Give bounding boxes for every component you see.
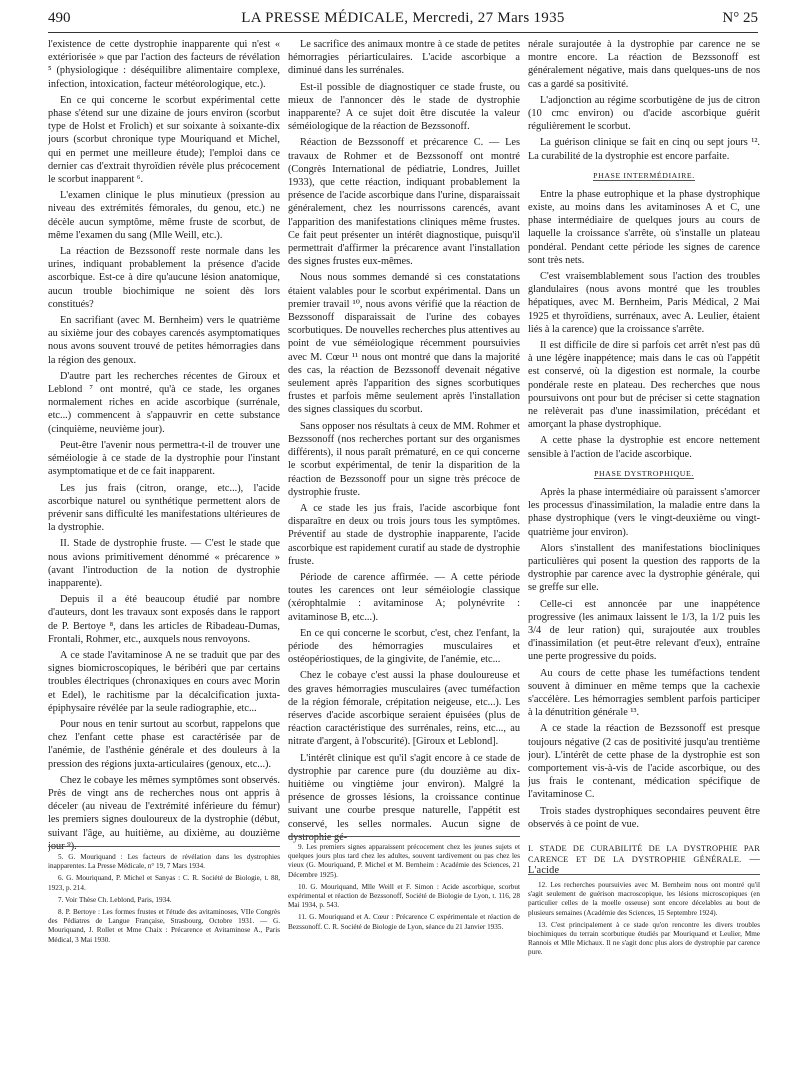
paragraph: A cette phase la dystrophie est encore nettement sensible à l'action de l'acide ascorbique. (528, 435, 760, 460)
footnote: 5. G. Mouriquand : Les facteurs de révélation dans les dystrophies inapparentes. La Presse Médicale, n° 19, 7 Mars 1934. (48, 853, 280, 871)
footnote: 11. G. Mouriquand et A. Cœur : Précarence C expérimentale et réaction de Bezssonoff. C. R. Société de Biologie de Lyon, séance du 21 Janvier 1935. (288, 913, 520, 931)
paragraph: Période de carence affirmée. — A cette période toutes les carences ont leur séméiologie classique (xérophtalmie : avitaminose A; polynévrite : avitaminose B, etc...). (288, 571, 520, 623)
footnotes-column-3 (528, 874, 760, 961)
header-rule (48, 32, 758, 33)
paragraph: Depuis il a été beaucoup étudié par nombre d'auteurs, dont les travaux sont exposés dans le rapport de P. Bertoye ⁸, dans les articles de Ribadeau-Dumas, Frontali, Rohmer, etc., auxquels nous renvoyons. (48, 594, 280, 645)
issue-number: N° 25 (722, 10, 758, 26)
paragraph: II. Stade de dystrophie fruste. — C'est le stade que nous avions primitivement dénommé « précarence » (avant l'introduction de la notion de dystrophie inapparente). (48, 538, 280, 589)
paragraph: A ce stade les jus frais, l'acide ascorbique font disparaître en deux ou trois jours tous les symptômes. Préventif au stade de dystrophie inapparente, l'acide ascorbique est rapidement curatif au stade de dystrophie fruste. (288, 502, 520, 567)
paragraph: Celle-ci est annoncée par une inappétence progressive (les animaux laissent le 1/3, la 1/2 puis les 3/4 de leur ration) qui, surajoutée aux troubles d'inassimilation (et peut-être relevant d'eux), entraîne une perte progressive du poids. (528, 598, 760, 663)
column-2 (288, 38, 520, 847)
paragraph: Après la phase intermédiaire où paraissent s'amorcer les processus d'inassimilation, la maladie entre dans la phase dystrophique (vers le vingt-deuxième ou vingt-quatrième jour environ). (528, 486, 760, 538)
column-1 (48, 38, 280, 856)
paragraph: Au cours de cette phase les tuméfactions tendent souvent à diminuer en même temps que la cachexie s'accélère. Les hémorragies semblent parfois participer à la dénutrition générale ¹³. (528, 667, 760, 719)
paragraph: nérale surajoutée à la dystrophie par carence ne se montre encore. La réaction de Bezssonoff est généralement négative, mais dans quelques-uns de nos cas a gardé sa positivité. (528, 39, 760, 90)
paragraph: Sans opposer nos résultats à ceux de MM. Rohmer et Bezssonoff (nos recherches portant sur des organismes différents), il nous paraît prématuré, en ce qui concerne le scorbut expérimental, de tenir la disparition de la réaction de Bezssonoff pour un signe très précoce de dystrophie fruste. (288, 420, 520, 498)
footnote: 10. G. Mouriquand, Mlle Weill et F. Simon : Acide ascorbique, scorbut expérimental et réaction de Bezssonoff, Société de Biologie de Lyon, t. 116, 28 Mai 1934, p. 543. (288, 882, 520, 910)
paragraph: Alors s'installent des manifestations biocliniques particulières qui posent la question des rapports de la dystrophie par carence avec la dystrophie générale, qui se greffe sur elle. (528, 542, 760, 594)
paragraph: D'autre part les recherches récentes de Giroux et Leblond ⁷ ont montré, qu'à ce stade, les organes normalement riches en acide ascorbique (surrénale, etc...) commencent à s'appauvrir en cette substance (cinquième, neuvième jour). (48, 370, 280, 435)
curability-stage-heading: I. STADE DE CURABILITÉ DE LA DYSTROPHIE PAR CARENCE ET DE LA DYSTROPHIE GÉNÉRALE. — L'acide (528, 844, 760, 876)
paragraph: A ce stade l'avitaminose A ne se traduit que par des signes biomicroscopiques, le béribéri que par certains troubles électriques (chronaxiques en cours avec Morin et Edel), le rachitisme par la décalcification juxta-épiphysaire révélée par la seule radiographie, etc... (48, 649, 280, 714)
paragraph: Il est difficile de dire si parfois cet arrêt n'est pas dû à une légère inappétence; mais dans le cas où l'appétit est conservé, où la digestion est normale, la courbe pondérale reste en plateau. Des recherches que nous poursuivons ont pour but de préciser si cette stagnation ne relèverait pas d'une inassimilation, précédant et amorçant la phase dystrophique. (528, 340, 760, 431)
issue-date: Mercredi, 27 Mars 1935 (412, 10, 565, 26)
footnote: 12. Les recherches poursuivies avec M. Bernheim nous ont montré qu'il s'agit seulement de guérison macroscopique, les lésions microscopiques (en particulier celles de la moelle osseuse) sont encore décelables au bout de plusieurs semaines (Académie des Sciences, 15 Septembre 1924). (528, 881, 760, 917)
paragraph: La guérison clinique se fait en cinq ou sept jours ¹². La curabilité de la dystrophie est encore parfaite. (528, 137, 760, 162)
paragraph: L'intérêt clinique est qu'il s'agit encore à ce stade de dystrophie par carence pure (du douzième au dix-huitième ou vingtième jour environ). Malgré la présence de grosses lésions, la croissance continue suivant une courbe presque naturelle, l'appétit est conservé, les selles normales. Aucun signe de dystrophie gé- (288, 752, 520, 843)
footnotes-column-1 (48, 846, 280, 948)
paragraph: Entre la phase eutrophique et la phase dystrophique existe, au moins dans les avitaminoses A et C, une phase intermédiaire de quelques jours au cours de laquelle la croissance s'arrête, où s'installe un plateau pondéral. Pendant cette période les signes de carence sont très nets. (528, 188, 760, 266)
paragraph: Chez le cobaye les mêmes symptômes sont observés. Près de vingt ans de recherches nous ont appris à déceler (au niveau de l'extrémité inférieure du fémur) les premiers signes douloureux de la dystrophie (début, suivant l'âge, au huitième, au dixième, au douzième jour ⁹). (48, 774, 280, 852)
paragraph: Le sacrifice des animaux montre à ce stade de petites hémorragies périarticulaires. L'acide ascorbique a diminué dans les surrénales. (288, 39, 520, 77)
footnote: 8. P. Bertoye : Les formes frustes et l'étude des avitaminoses, VIIe Congrès des Pédiatres de Langue Française, Strasbourg, Octobre 1931. — G. Mouriquand, J. Rollet et Mme Chaix : Précarence et Avitaminose A., Paris Médical, 3 Mai 1930. (48, 908, 280, 944)
paragraph: L'adjonction au régime scorbutigène de jus de citron (10 cmc environ) ou d'acide ascorbique guérit régulièrement le scorbut. (528, 94, 760, 133)
paragraph: Peut-être l'avenir nous permettra-t-il de trouver une séméiologie à ce stade de la dystrophie pour l'instant asymptomatique et de ce fait inapparent. (48, 439, 280, 478)
paragraph: Réaction de Bezssonoff et précarence C. — Les travaux de Rohmer et de Bezssonoff ont montré (Congrès International de pédiatrie, Londres, Juillet 1933), que cette réaction, indiquant probablement la présence de l'acide ascorbique dans l'urine, disparaissait généralement, chez les nourrissons carencés, avant l'apparition des manifestations cliniques même frustes. Ce fait peut présenter un intérêt diagnostique, puisqu'il permettrait d'affirmer la précarence avant l'installation des signes frustes eux-mêmes. (288, 137, 520, 268)
footnote: 7. Voir Thèse Ch. Leblond, Paris, 1934. (58, 895, 172, 904)
paragraph: La réaction de Bezssonoff reste normale dans les urines, indiquant probablement la présence d'acide ascorbique. Est-ce à dire qu'aucune lésion anatomique, aucun trouble biochimique ne soient dès lors constitués? (48, 246, 280, 310)
section-heading-dystrophic: PHASE DYSTROPHIQUE. (594, 468, 694, 478)
footnote: 9. Les premiers signes apparaissent précocement chez les jeunes sujets et quelques jours plus tard chez les adultes, souvent tardivement ou pas chez les vieux (G. Mouriquand, P. Michel et M. Bernheim : Académie des Sciences, 21 Décembre 1925). (288, 843, 520, 879)
journal-title (48, 10, 758, 27)
running-header (48, 10, 758, 30)
paragraph: En ce qui concerne le scorbut expérimental cette phase s'étend sur une dizaine de jours environ (scorbut type de Holst et Frolich) et sur soixante à soixante-dix jours (scorbut chronique type Mouriquand et Michel, qui en permet une meilleure étude); l'emploi dans ce dernier cas d'extrait thyroïdien révèle plus précocement le scorbut inapparent ⁶. (48, 94, 280, 186)
paragraph: Trois stades dystrophiques secondaires peuvent être observés à ce point de vue. (528, 805, 760, 830)
paragraph: A ce stade la réaction de Bezssonoff est presque toujours négative (2 cas de positivité jusqu'au trentième jour). L'intérêt de cette phase de la dystrophie est son comportement vis-à-vis de l'acide ascorbique, ou des jus frais le contenant, médication spécifique de l'avitaminose C. (528, 723, 760, 801)
column-3 (528, 38, 760, 834)
paragraph: Pour nous en tenir surtout au scorbut, rappelons que chez l'enfant cette phase est caractérisée par de l'anémie, de l'asthénie générale et des douleurs à la pression des régions juxta-articulaires (genoux, etc...). (48, 718, 280, 770)
paragraph: Est-il possible de diagnostiquer ce stade fruste, ou mieux de l'annoncer dès le stade de dystrophie inapparente? A ce sujet doit être discutée la valeur séméiologique de la réaction de Bezssonoff. (288, 81, 520, 133)
journal-name: LA PRESSE MÉDICALE, (241, 10, 409, 26)
paragraph: En sacrifiant (avec M. Bernheim) vers le quatrième au sixième jour des cobayes carencés asymptomatiques nous avons souvent trouvé de petites hémorragies dans la région des genoux. (48, 315, 280, 366)
footnote: 13. C'est principalement à ce stade qu'on rencontre les divers troubles biochimiques du terrain scorbutique étudiés par Mouriquand et Leulier, Mme Rannois et Mlle Michaux. Il ne s'agit donc plus alors de dystrophie par carence pure. (528, 920, 760, 957)
page-number: 490 (48, 10, 71, 26)
section-heading-intermediate: PHASE INTERMÉDIAIRE. (593, 170, 695, 180)
footnote: 6. G. Mouriquand, P. Michel et Sanyas : C. R. Société de Biologie, t. 88, 1923, p. 214. (48, 874, 280, 892)
paragraph: l'existence de cette dystrophie inapparente qui n'est « extériorisée » que par l'action des facteurs de révélation ⁵ (physiologique : déséquilibre alimentaire complexe, infection, intoxication, facteur météorologique, etc.). (48, 39, 280, 90)
paragraph: L'examen clinique le plus minutieux (pression au niveau des extrémités fémorales, du genou, etc.) ne décèle aucun symptôme, même fruste de scorbut, de même l'examen du sang (Mlle Weill, etc.). (48, 190, 280, 241)
paragraph: C'est vraisemblablement sous l'action des troubles glandulaires (nous avons montré que les troubles hépatiques, avec M. Bernheim, Paris Médical, 2 Mai 1925 et thyroïdiens, surrénaux, avec A. Leulier, étaient liés à la carence) que la croissance s'arrête. (528, 271, 760, 335)
footnotes-column-2 (288, 836, 520, 935)
paragraph: Les jus frais (citron, orange, etc...), l'acide ascorbique naturel ou synthétique permettent alors de prévenir sans difficulté les manifestations ultérieures de la dystrophie. (48, 482, 280, 534)
paragraph: Nous nous sommes demandé si ces constatations étaient valables pour le scorbut expérimental. Dans un premier travail ¹⁰, nous avons vérifié que la réaction de Bezssonoff disparaissait de l'urine des cobayes scorbutiques. De nouvelles recherches plus attentives au point de vue séméiologique récemment poursuivies avec M. Cœur ¹¹ nous ont montré que dans la majorité des cas, la réaction de Bezssonoff devenait négative seulement après l'apparition des signes scorbutiques frustes et parfois même seulement après l'installation des signes classiques du scorbut. (288, 272, 520, 416)
paragraph: En ce qui concerne le scorbut, c'est, chez l'enfant, la période des hémorragies musculaires et ostéopériostiques, de la gingivite, de l'anémie, etc... (288, 627, 520, 666)
paragraph: Chez le cobaye c'est aussi la phase douloureuse et des graves hémorragies musculaires (avec tuméfaction de la région fémorale, crépitation neigeuse, etc...). Les réserves d'acide ascorbique seraient épuisées (plus de réaction caractéristique des surrénales, reins, etc..., au nitrate d'argent, à l'obscurité). [Giroux et Leblond]. (288, 670, 520, 748)
